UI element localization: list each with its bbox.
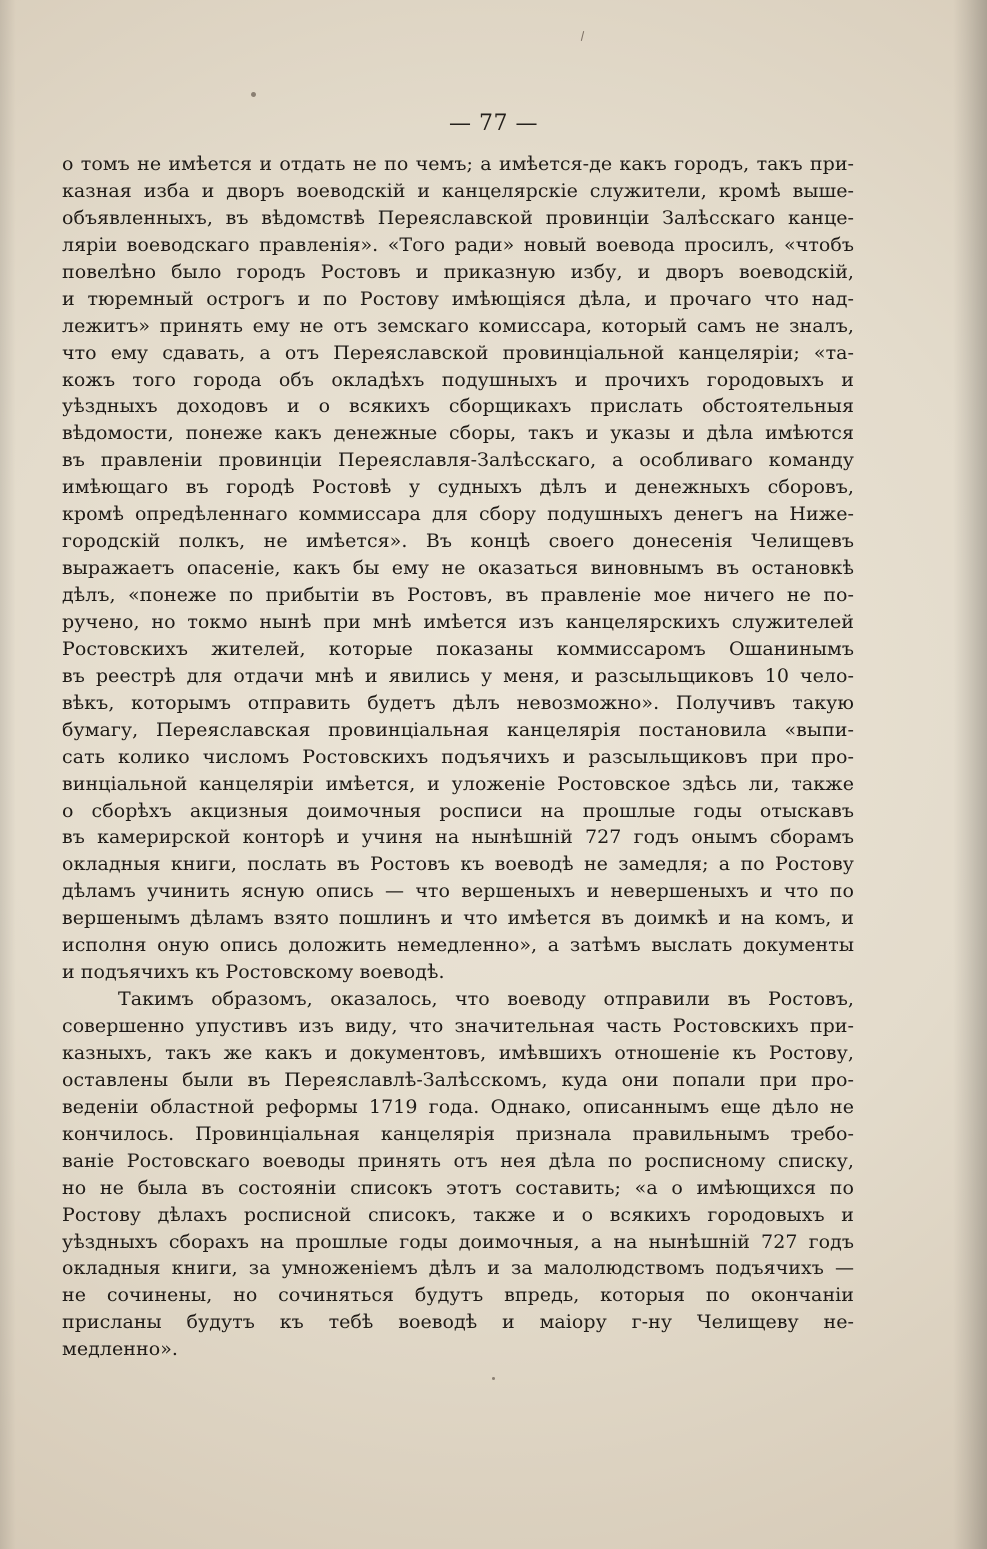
text-line: бумагу, Переяславская провинціальная канцелярія постановила «выпи- <box>62 718 854 741</box>
paper-mark <box>581 31 584 41</box>
text-line: вершенымъ дѣламъ взято пошлинъ и что имѣется въ доимкѣ и на комъ, и <box>62 907 854 930</box>
paper-speck <box>492 1377 495 1380</box>
text-line: ручено, но токмо нынѣ при мнѣ имѣется изъ канцелярскихъ служителей <box>62 610 854 633</box>
page-number: — 77 — <box>449 111 538 136</box>
text-line: казная изба и дворъ воеводскій и канцелярскіе служители, кромѣ выше- <box>62 179 854 202</box>
text-line: вѣкъ, которымъ отправить будетъ дѣлъ невозможно». Получивъ такую <box>62 691 854 714</box>
text-line: Такимъ образомъ, оказалось, что воеводу отправили въ Ростовъ, <box>118 988 854 1011</box>
text-line: лежитъ» принять ему не отъ земскаго комиссара, который самъ не зналъ, <box>62 314 854 337</box>
text-line: въ реестрѣ для отдачи мнѣ и явились у меня, и разсыльщиковъ 10 чело- <box>62 664 854 687</box>
text-line: совершенно упустивъ изъ виду, что значительная часть Ростовскихъ при- <box>62 1015 854 1037</box>
page-spine-shadow <box>953 0 987 1549</box>
text-line: имѣющаго въ городѣ Ростовѣ у судныхъ дѣлъ и денежныхъ сборовъ, <box>62 476 854 499</box>
text-line: не сочинены, но сочиняться будутъ впредь, которыя по окончаніи <box>62 1284 854 1307</box>
text-line: но не была въ состояніи списокъ этотъ составить; «а о имѣющихся по <box>62 1176 854 1199</box>
text-line: казныхъ, такъ же какъ и документовъ, имѣвшихъ отношеніе къ Ростову, <box>62 1041 854 1064</box>
text-line: присланы будутъ къ тебѣ воеводѣ и маіору г-ну Челищеву не- <box>62 1311 854 1334</box>
text-line: дѣламъ учинить ясную опись — что вершеныхъ и невершеныхъ и что по <box>62 880 854 903</box>
text-line: въ правленіи провинціи Переяславля-Залѣсскаго, а особливаго команду <box>62 449 854 472</box>
text-line: и тюремный острогъ и по Ростову имѣющіяся дѣла, и прочаго что над- <box>62 287 854 310</box>
text-line: городскій полкъ, не имѣется». Въ концѣ своего донесенія Челищевъ <box>62 530 854 553</box>
text-line: оставлены были въ Переяславлѣ-Залѣсскомъ, куда они попали при про- <box>62 1068 854 1091</box>
text-line: о томъ не имѣется и отдать не по чемъ; а имѣется-де какъ городъ, такъ при- <box>62 153 854 175</box>
text-line: въ камерирской конторѣ и учиня на нынѣшній 727 годъ онымъ сборамъ <box>62 826 854 849</box>
text-line: кончилось. Провинціальная канцелярія признала правильнымъ требо- <box>62 1122 854 1145</box>
body-text <box>62 151 854 1363</box>
text-line: ваніе Ростовскаго воеводы принять отъ нея дѣла по росписному списку, <box>62 1149 854 1172</box>
text-line: уѣздныхъ доходовъ и о всякихъ сборщикахъ прислать обстоятельныя <box>62 395 854 418</box>
text-line: ляріи воеводскаго правленія». «Того ради» новый воевода просилъ, «чтобъ <box>62 233 854 256</box>
text-line: винціальной канцеляріи имѣется, и уложеніе Ростовское здѣсь ли, также <box>62 772 854 795</box>
text-line: Ростову дѣлахъ росписной списокъ, также и о всякихъ городовыхъ и <box>62 1203 854 1226</box>
page-left-edge-shadow <box>0 0 16 1549</box>
text-line: окладныя книги, за умноженіемъ дѣлъ и за малолюдствомъ подъячихъ — <box>62 1257 854 1280</box>
text-line: кожъ того города объ окладѣхъ подушныхъ и прочихъ городовыхъ и <box>62 368 854 391</box>
text-line: выражаетъ опасеніе, какъ бы ему не оказаться виновнымъ въ остановкѣ <box>62 557 854 580</box>
text-line: исполня оную опись доложить немедленно», а затѣмъ выслать документы <box>62 934 854 957</box>
text-line: кромѣ опредѣленнаго коммиссара для сбору подушныхъ денегъ на Ниже- <box>62 503 854 526</box>
text-line: уѣздныхъ сборахъ на прошлые годы доимочныя, а на нынѣшній 727 годъ <box>62 1230 854 1253</box>
text-line: веденіи областной реформы 1719 года. Однако, описаннымъ еще дѣло не <box>62 1095 854 1118</box>
text-line: дѣлъ, «понеже по прибытіи въ Ростовъ, въ правленіе мое ничего не по- <box>62 584 854 606</box>
text-line: объявленныхъ, въ вѣдомствѣ Переяславской провинціи Залѣсскаго канце- <box>62 206 854 229</box>
paragraph <box>62 151 854 986</box>
text-line: и подъячихъ къ Ростовскому воеводѣ. <box>62 961 445 984</box>
text-line: медленно». <box>62 1338 178 1361</box>
text-line: что ему сдавать, а отъ Переяславской провинціальной канцеляріи; «та- <box>62 341 854 364</box>
text-line: Ростовскихъ жителей, которые показаны коммиссаромъ Ошанинымъ <box>62 637 854 660</box>
text-line: вѣдомости, понеже какъ денежные сборы, такъ и указы и дѣла имѣются <box>62 422 854 445</box>
text-line: о сборѣхъ акцизныя доимочныя росписи на прошлые годы отыскавъ <box>62 799 854 822</box>
text-line: повелѣно было городъ Ростовъ и приказную избу, и дворъ воеводскій, <box>62 260 854 283</box>
text-line: сать колико числомъ Ростовскихъ подъячихъ и разсыльщиковъ при про- <box>62 745 854 768</box>
text-line: окладныя книги, послать въ Ростовъ къ воеводѣ не замедля; а по Ростову <box>62 853 854 876</box>
paper-speck <box>251 92 256 97</box>
paragraph <box>62 986 854 1363</box>
